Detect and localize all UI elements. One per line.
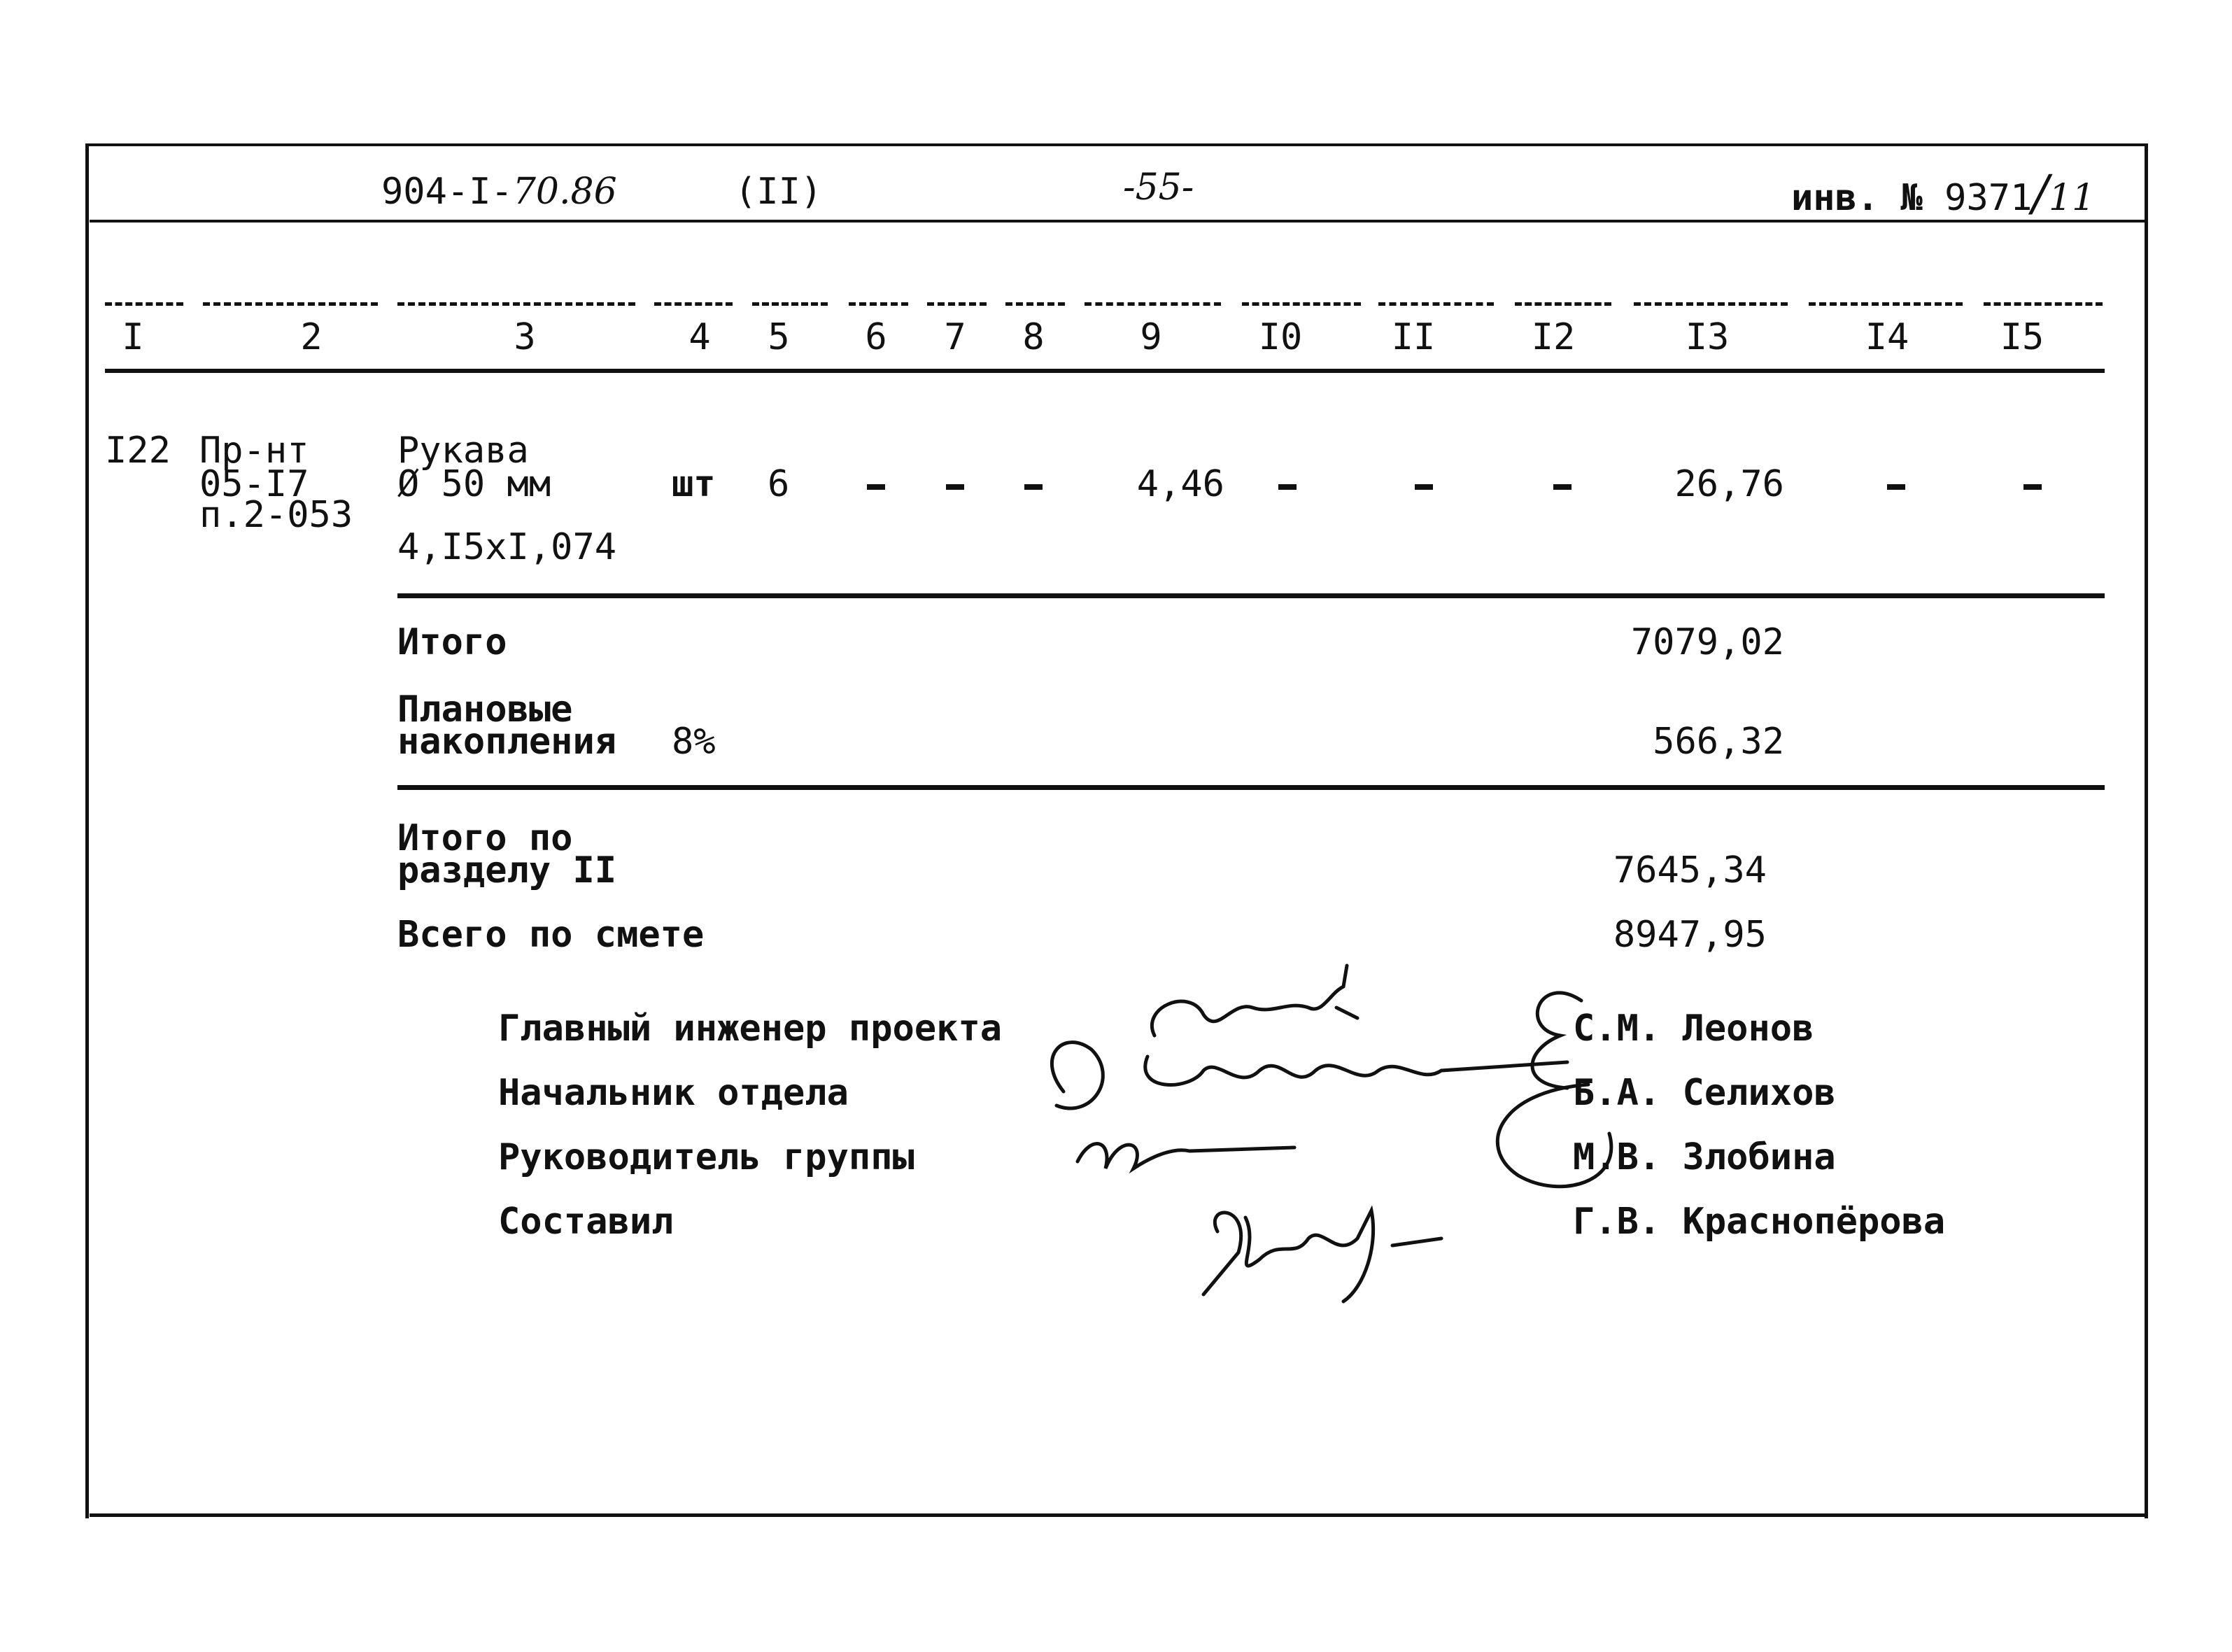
item-name-1: Рукава [397,430,529,472]
signature-selikhov [1052,1043,1567,1108]
item-qty: 6 [768,463,790,505]
grand-total-label: Всего по смете [397,914,705,956]
row-code-1: Пр-нт [199,430,309,472]
doc-code-print: 904-I- [381,171,513,213]
col-14: I4 [1865,316,1909,358]
signature-zlobina [1078,1144,1294,1169]
col-11: II [1391,316,1436,358]
col-4: 4 [688,316,711,358]
col-13: I3 [1685,316,1730,358]
sign-role-3: Руководитель группы [498,1136,914,1178]
col-7: 7 [944,316,966,358]
item-calc: 4,I5xI,074 [397,526,617,568]
sign-name-1: С.М. Леонов [1573,1008,1814,1050]
col-12: I2 [1531,316,1576,358]
sign-role-4: Составил [498,1201,674,1243]
planned-value: 566,32 [1653,721,1784,763]
section-total-label-1: Итого по [397,817,573,859]
item-name-2: Ø 50 мм [397,463,551,505]
sign-role-1: Главный инженер проекта [498,1008,1003,1050]
planned-percent: 8% [672,721,716,763]
col-5: 5 [768,316,790,358]
col-3: 3 [514,316,536,358]
inventory-slash: / [2032,164,2049,222]
sign-name-2: Б.А. Селихов [1573,1072,1836,1114]
col-6: 6 [865,316,887,358]
sign-role-2: Начальник отдела [498,1072,849,1114]
item-unit: шт [672,463,716,505]
inventory-handwritten: 11 [2048,177,2096,219]
row-code-3: п.2-053 [199,494,353,536]
col-8: 8 [1022,316,1045,358]
row-code-2: 05-I7 [199,463,309,505]
section-total-label-2: разделу II [397,849,617,891]
signature-leonov [1152,966,1357,1036]
itogo-label: Итого [397,621,507,663]
page-number: -55- [1123,167,1194,209]
signature-krasnoperova [1203,1210,1441,1301]
row-number: I22 [105,430,171,472]
doc-code-handwritten: 70.86 [512,171,617,213]
section-number: (II) [735,171,823,213]
item-total: 26,76 [1674,463,1784,505]
inventory-label: инв. № [1791,177,1923,219]
planned-label-2: накопления [397,721,617,763]
col-15: I5 [2000,316,2044,358]
col-9: 9 [1140,316,1162,358]
col-1: I [122,316,144,358]
signature-leonov-loop [1532,993,1581,1088]
item-price: 4,46 [1136,463,1224,505]
sign-name-4: Г.В. Краснопёрова [1573,1201,1946,1243]
itogo-value: 7079,02 [1630,621,1784,663]
col-10: I0 [1258,316,1303,358]
section-total-value: 7645,34 [1613,849,1767,891]
inventory-value: 9371 [1944,177,2033,219]
grand-total-value: 8947,95 [1613,914,1767,956]
signature-zlobina-oval [1497,1085,1611,1187]
sign-name-3: М.В. Злобина [1573,1136,1836,1178]
planned-label-1: Плановые [397,689,573,730]
col-2: 2 [300,316,323,358]
